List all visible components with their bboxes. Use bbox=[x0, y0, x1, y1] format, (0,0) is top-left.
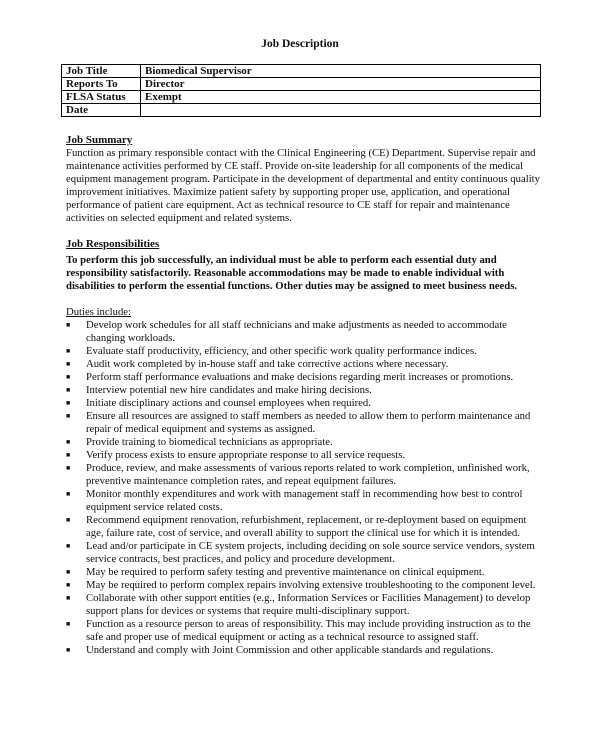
job-summary-heading: Job Summary bbox=[66, 134, 133, 146]
duty-item bbox=[66, 462, 541, 488]
duty-text: May be required to perform safety testing and preventive maintenance on clinical equipment. bbox=[86, 566, 485, 578]
bullet-icon: ■ bbox=[66, 490, 71, 498]
flsa-status-label: FLSA Status bbox=[62, 91, 141, 104]
duty-text: Initiate disciplinary actions and counsel employees when required. bbox=[86, 397, 371, 409]
bullet-icon: ■ bbox=[66, 412, 71, 420]
document-title: Job Description bbox=[261, 38, 339, 50]
job-title-value: Biomedical Supervisor bbox=[141, 65, 541, 78]
duty-item bbox=[66, 644, 541, 657]
duty-text: Verify process exists to ensure appropriate response to all service requests. bbox=[86, 449, 406, 461]
table-row bbox=[62, 65, 541, 78]
duty-item bbox=[66, 566, 541, 579]
duty-text: Monitor monthly expenditures and work with management staff in recommending how best to control equipment service related costs. bbox=[86, 488, 523, 513]
duty-item bbox=[66, 358, 541, 371]
bullet-icon: ■ bbox=[66, 646, 71, 654]
bullet-icon: ■ bbox=[66, 373, 71, 381]
table-row bbox=[62, 78, 541, 91]
duty-item bbox=[66, 488, 541, 514]
job-summary-text: Function as primary responsible contact with the Clinical Engineering (CE) Department. Supervise repair and maintenance activities performed by CE staff. Provide on-site leadership for all components of the medical equipment management program. Participate in the development of departmental and entity continuous quality improvement initiatives. Maximize patient safety by supporting proper use, application, and operational performance of patient care equipment. Act as technical resource to CE staff for repair and maintenance activities on selected equipment and related systems. bbox=[66, 147, 540, 224]
duty-item bbox=[66, 410, 541, 436]
bullet-icon: ■ bbox=[66, 594, 71, 602]
reports-to-value: Director bbox=[141, 78, 541, 91]
duty-item bbox=[66, 436, 541, 449]
bullet-icon: ■ bbox=[66, 438, 71, 446]
duty-text: Provide training to biomedical technicians as appropriate. bbox=[86, 436, 333, 448]
duty-item bbox=[66, 449, 541, 462]
date-value bbox=[141, 104, 541, 117]
duty-text: Understand and comply with Joint Commission and other applicable standards and regulations. bbox=[86, 644, 494, 656]
duty-item bbox=[66, 579, 541, 592]
duty-item bbox=[66, 514, 541, 540]
bullet-icon: ■ bbox=[66, 360, 71, 368]
duty-text: Produce, review, and make assessments of various reports related to work completion, unfinished work, preventive maintenance completion rates, and repeat equipment failures. bbox=[86, 462, 530, 487]
duties-list bbox=[66, 319, 541, 657]
bullet-icon: ■ bbox=[66, 347, 71, 355]
table-row bbox=[62, 104, 541, 117]
duty-text: May be required to perform complex repairs involving extensive troubleshooting to the component level. bbox=[86, 579, 536, 591]
bullet-icon: ■ bbox=[66, 581, 71, 589]
duty-text: Evaluate staff productivity, efficiency, and other specific work quality performance indices. bbox=[86, 345, 477, 357]
duty-item bbox=[66, 345, 541, 358]
duty-item bbox=[66, 319, 541, 345]
bullet-icon: ■ bbox=[66, 451, 71, 459]
duty-text: Collaborate with other support entities (e.g., Information Services or Facilities Management) to develop support plans for devices or systems that require multi-disciplinary support. bbox=[86, 592, 531, 617]
duty-text: Perform staff performance evaluations and make decisions regarding merit increases or promotions. bbox=[86, 371, 514, 383]
duty-text: Function as a resource person to areas of responsibility. This may include providing instruction as to the safe and proper use of medical equipment or acting as a technical resource to assigned staff. bbox=[86, 618, 531, 643]
bullet-icon: ■ bbox=[66, 386, 71, 394]
duty-text: Ensure all resources are assigned to staff members as needed to allow them to perform maintenance and repair of medical equipment and systems as assigned. bbox=[86, 410, 531, 435]
duty-text: Recommend equipment renovation, refurbishment, replacement, or re-deployment based on equipment age, failure rate, cost of service, and overall ability to support the clinical use for which it is intended. bbox=[86, 514, 527, 539]
flsa-status-value: Exempt bbox=[141, 91, 541, 104]
duty-item bbox=[66, 371, 541, 384]
bullet-icon: ■ bbox=[66, 620, 71, 628]
responsibilities-intro: To perform this job successfully, an individual must be able to perform each essential duty and responsibility satisfactorily. Reasonable accommodations may be made to enable individual with disabilities to perform the essential functions. Other duties may be assigned to meet business needs. bbox=[66, 254, 518, 292]
duty-item bbox=[66, 592, 541, 618]
duty-item bbox=[66, 618, 541, 644]
bullet-icon: ■ bbox=[66, 321, 71, 329]
table-row bbox=[62, 91, 541, 104]
duty-text: Interview potential new hire candidates and make hiring decisions. bbox=[86, 384, 372, 396]
job-info-table bbox=[61, 64, 541, 117]
duty-item bbox=[66, 540, 541, 566]
date-label: Date bbox=[62, 104, 141, 117]
bullet-icon: ■ bbox=[66, 516, 71, 524]
duty-item bbox=[66, 397, 541, 410]
duty-text: Audit work completed by in-house staff and take corrective actions where necessary. bbox=[86, 358, 449, 370]
bullet-icon: ■ bbox=[66, 399, 71, 407]
duty-text: Lead and/or participate in CE system projects, including deciding on sole source service vendors, system service contracts, best practices, and policy and procedure development. bbox=[86, 540, 535, 565]
job-title-label: Job Title bbox=[62, 65, 141, 78]
bullet-icon: ■ bbox=[66, 568, 71, 576]
bullet-icon: ■ bbox=[66, 542, 71, 550]
job-responsibilities-heading: Job Responsibilities bbox=[66, 238, 160, 250]
bullet-icon: ■ bbox=[66, 464, 71, 472]
reports-to-label: Reports To bbox=[62, 78, 141, 91]
duties-heading: Duties include: bbox=[66, 306, 132, 318]
duty-text: Develop work schedules for all staff technicians and make adjustments as needed to accommodate changing workloads. bbox=[86, 319, 507, 344]
duty-item bbox=[66, 384, 541, 397]
